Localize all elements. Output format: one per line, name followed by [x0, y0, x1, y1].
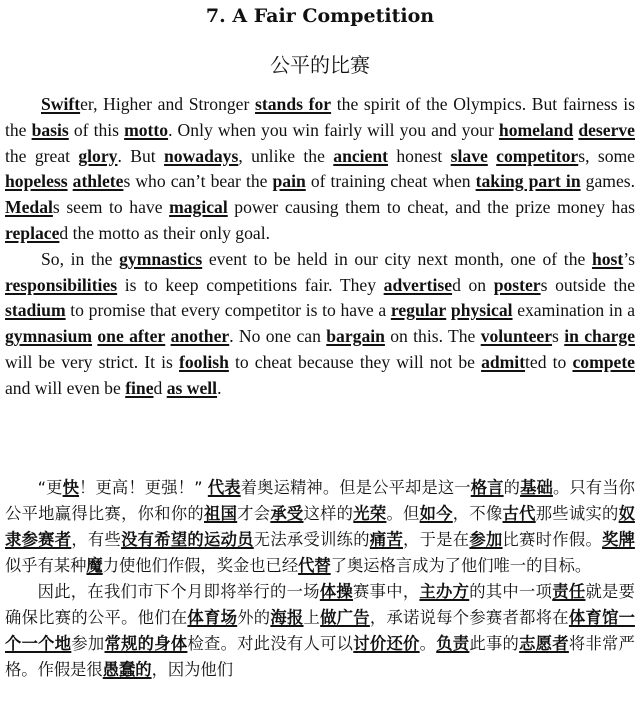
text-segment: 此事的	[469, 634, 520, 653]
vocabulary-word: 负责	[436, 634, 470, 653]
vocabulary-word: 光荣	[353, 504, 387, 523]
vocabulary-word: glory	[78, 145, 118, 166]
document-subtitle: 公平的比赛	[270, 53, 370, 77]
vocabulary-word: 体育馆一个一个地	[5, 608, 635, 653]
text-segment: s who can’t bear the	[123, 171, 273, 192]
vocabulary-word: stadium	[5, 300, 66, 321]
text-segment: 比赛时作假。	[502, 530, 603, 549]
text-segment: will be very strict. It is	[5, 351, 180, 372]
text-segment: is to keep competitions fair. They	[117, 274, 384, 295]
text-segment: event to be held in our city next month, one of the	[202, 248, 592, 269]
text-segment: 的	[503, 478, 521, 497]
chinese-paragraph	[5, 579, 635, 683]
vocabulary-word: competitor	[496, 145, 579, 166]
text-segment: ！更高！更强！”	[79, 478, 208, 497]
text-segment: ted to	[525, 351, 573, 372]
vocabulary-word: host	[591, 248, 624, 269]
vocabulary-word: magical	[169, 197, 228, 218]
text-segment: to promise that every competitor is to have a	[65, 300, 391, 321]
text-segment: 无法承受训练的	[253, 530, 370, 549]
vocabulary-word: replace	[5, 222, 60, 243]
text-segment: of this	[68, 119, 125, 140]
vocabulary-word: 志愿者	[519, 634, 569, 653]
vocabulary-word: 承受	[270, 504, 304, 523]
vocabulary-word: motto	[124, 119, 169, 140]
text-segment: examination in a	[512, 300, 636, 321]
text-segment: ，于是在	[403, 530, 470, 549]
vocabulary-word: 如今	[419, 504, 453, 523]
text-segment: 就是要确保比赛的公平。他们在	[5, 582, 635, 627]
vocabulary-word: responsibilities	[5, 274, 118, 295]
vocabulary-word: stands for	[255, 94, 332, 114]
chinese-text	[5, 475, 635, 683]
text-segment: 力使他们作假，奖金也已经	[102, 556, 299, 575]
text-segment: d	[153, 377, 167, 398]
vocabulary-word: athlete	[72, 171, 124, 192]
text-segment: 参加	[71, 634, 105, 653]
text-segment: of training cheat when	[305, 171, 476, 192]
text-segment: er, Higher and Stronger	[80, 94, 256, 114]
vocabulary-word: foolish	[179, 351, 229, 372]
english-paragraph	[5, 92, 635, 247]
text-segment: 着奥运精神。但是公平却是这一	[240, 478, 471, 497]
vocabulary-word: 奴隶参赛者	[5, 504, 635, 549]
vocabulary-word: another	[170, 326, 230, 347]
text-segment: power causing them to cheat, and the prize money has	[227, 197, 635, 218]
text-segment: So, in the	[41, 248, 120, 269]
vocabulary-word: 海报	[270, 608, 304, 627]
vocabulary-word: Swift	[41, 94, 81, 114]
text-segment: s	[552, 326, 565, 347]
text-segment: ’s	[623, 248, 635, 269]
vocabulary-word: ancient	[333, 145, 389, 166]
vocabulary-word: volunteer	[480, 326, 553, 347]
text-segment	[488, 146, 496, 166]
text-segment: honest	[388, 145, 451, 166]
text-segment: 了奥运格言成为了他们唯一的目标。	[330, 556, 592, 575]
text-segment: 外的	[237, 608, 271, 627]
vocabulary-word: 代替	[298, 556, 331, 575]
text-segment: ，因为他们	[151, 660, 233, 679]
text-segment: “更	[37, 478, 63, 497]
text-segment: to cheat because they will not be	[228, 351, 482, 372]
vocabulary-word: 奖牌	[602, 530, 635, 549]
vocabulary-word: homeland	[498, 119, 574, 140]
vocabulary-word: nowadays	[164, 145, 239, 166]
text-segment: ，有些	[71, 530, 122, 549]
text-segment: 似乎有某种	[5, 556, 87, 575]
vocabulary-word: Medal	[5, 197, 53, 218]
vocabulary-word: 古代	[502, 504, 536, 523]
vocabulary-word: poster	[493, 274, 541, 295]
vocabulary-word: compete	[572, 351, 635, 372]
vocabulary-word: hopeless	[5, 171, 68, 192]
english-paragraph	[5, 247, 635, 402]
vocabulary-word: 没有希望的运动员	[121, 530, 254, 549]
vocabulary-word: admit	[481, 351, 526, 372]
vocabulary-word: fine	[125, 377, 154, 398]
vocabulary-word: 愚蠢的	[102, 660, 152, 679]
text-segment: the great	[5, 145, 79, 166]
vocabulary-word: 代表	[207, 478, 241, 497]
text-segment: 上	[303, 608, 321, 627]
vocabulary-word: 快	[62, 478, 80, 497]
vocabulary-word: in charge	[564, 326, 636, 347]
vocabulary-word: 体育场	[187, 608, 238, 627]
text-segment: 。但	[386, 504, 420, 523]
vocabulary-word: 常规的身体	[104, 634, 188, 653]
text-segment: games.	[580, 171, 636, 192]
vocabulary-word: pain	[272, 171, 306, 192]
chinese-paragraph	[5, 475, 635, 579]
text-segment: and will even be	[5, 377, 126, 398]
text-segment: s seem to have	[52, 197, 170, 218]
vocabulary-word: 做广告	[320, 608, 370, 627]
vocabulary-word: advertise	[383, 274, 453, 295]
text-segment: 才会	[237, 504, 271, 523]
text-segment: 因此，在我们市下个月即将举行的一场	[37, 582, 320, 601]
text-segment: , unlike the	[238, 145, 334, 166]
vocabulary-word: taking part in	[475, 171, 581, 192]
text-segment: the spirit of the Olympics. But fairness is the	[5, 94, 635, 140]
vocabulary-word: 基础	[520, 478, 553, 497]
text-segment: 赛事中，	[353, 582, 420, 601]
vocabulary-word: 责任	[552, 582, 586, 601]
vocabulary-word: 魔	[86, 556, 103, 575]
text-segment: . But	[117, 145, 165, 166]
text-segment: d the motto as their only goal.	[59, 222, 270, 243]
text-segment: s, some	[578, 145, 635, 166]
vocabulary-word: 讨价还价	[353, 634, 420, 653]
vocabulary-word: regular	[390, 300, 447, 321]
text-segment: 那些诚实的	[535, 504, 619, 523]
english-text	[5, 92, 635, 402]
vocabulary-word: 体操	[319, 582, 354, 601]
text-segment: on this. The	[384, 326, 481, 347]
text-segment: 这样的	[303, 504, 354, 523]
vocabulary-word: 参加	[469, 530, 503, 549]
text-segment: s outside the	[540, 274, 636, 295]
document-title: 7. A Fair Competition	[205, 5, 435, 27]
vocabulary-word: gymnasium	[5, 326, 93, 347]
text-segment: 的其中一项	[469, 582, 553, 601]
text-segment: ，承诺说每个参赛者都将在	[369, 608, 569, 627]
vocabulary-word: bargain	[326, 326, 385, 347]
vocabulary-word: slave	[450, 145, 488, 166]
vocabulary-word: deserve	[578, 119, 635, 140]
text-segment: .	[217, 377, 222, 398]
vocabulary-word: physical	[450, 300, 513, 321]
vocabulary-word: 主办方	[419, 582, 470, 601]
text-segment: 检查。对此没有人可以	[187, 634, 354, 653]
text-segment: . Only when you win fairly will you and your	[168, 119, 499, 140]
vocabulary-word: 痛苦	[369, 530, 404, 549]
text-segment: d on	[452, 274, 494, 295]
vocabulary-word: 格言	[470, 478, 504, 497]
text-segment: 将非常严格。作假是很	[5, 634, 635, 679]
vocabulary-word: gymnastics	[119, 248, 203, 269]
vocabulary-word: 祖国	[204, 504, 238, 523]
text-segment: 。只有当你公平地赢得比赛，你和你的	[5, 478, 635, 523]
vocabulary-word: basis	[31, 119, 69, 140]
text-segment: ，不像	[452, 504, 503, 523]
vocabulary-word: as well	[166, 377, 218, 398]
vocabulary-word: one after	[97, 326, 166, 347]
text-segment: . No one can	[229, 326, 327, 347]
text-segment: 。	[419, 634, 437, 653]
